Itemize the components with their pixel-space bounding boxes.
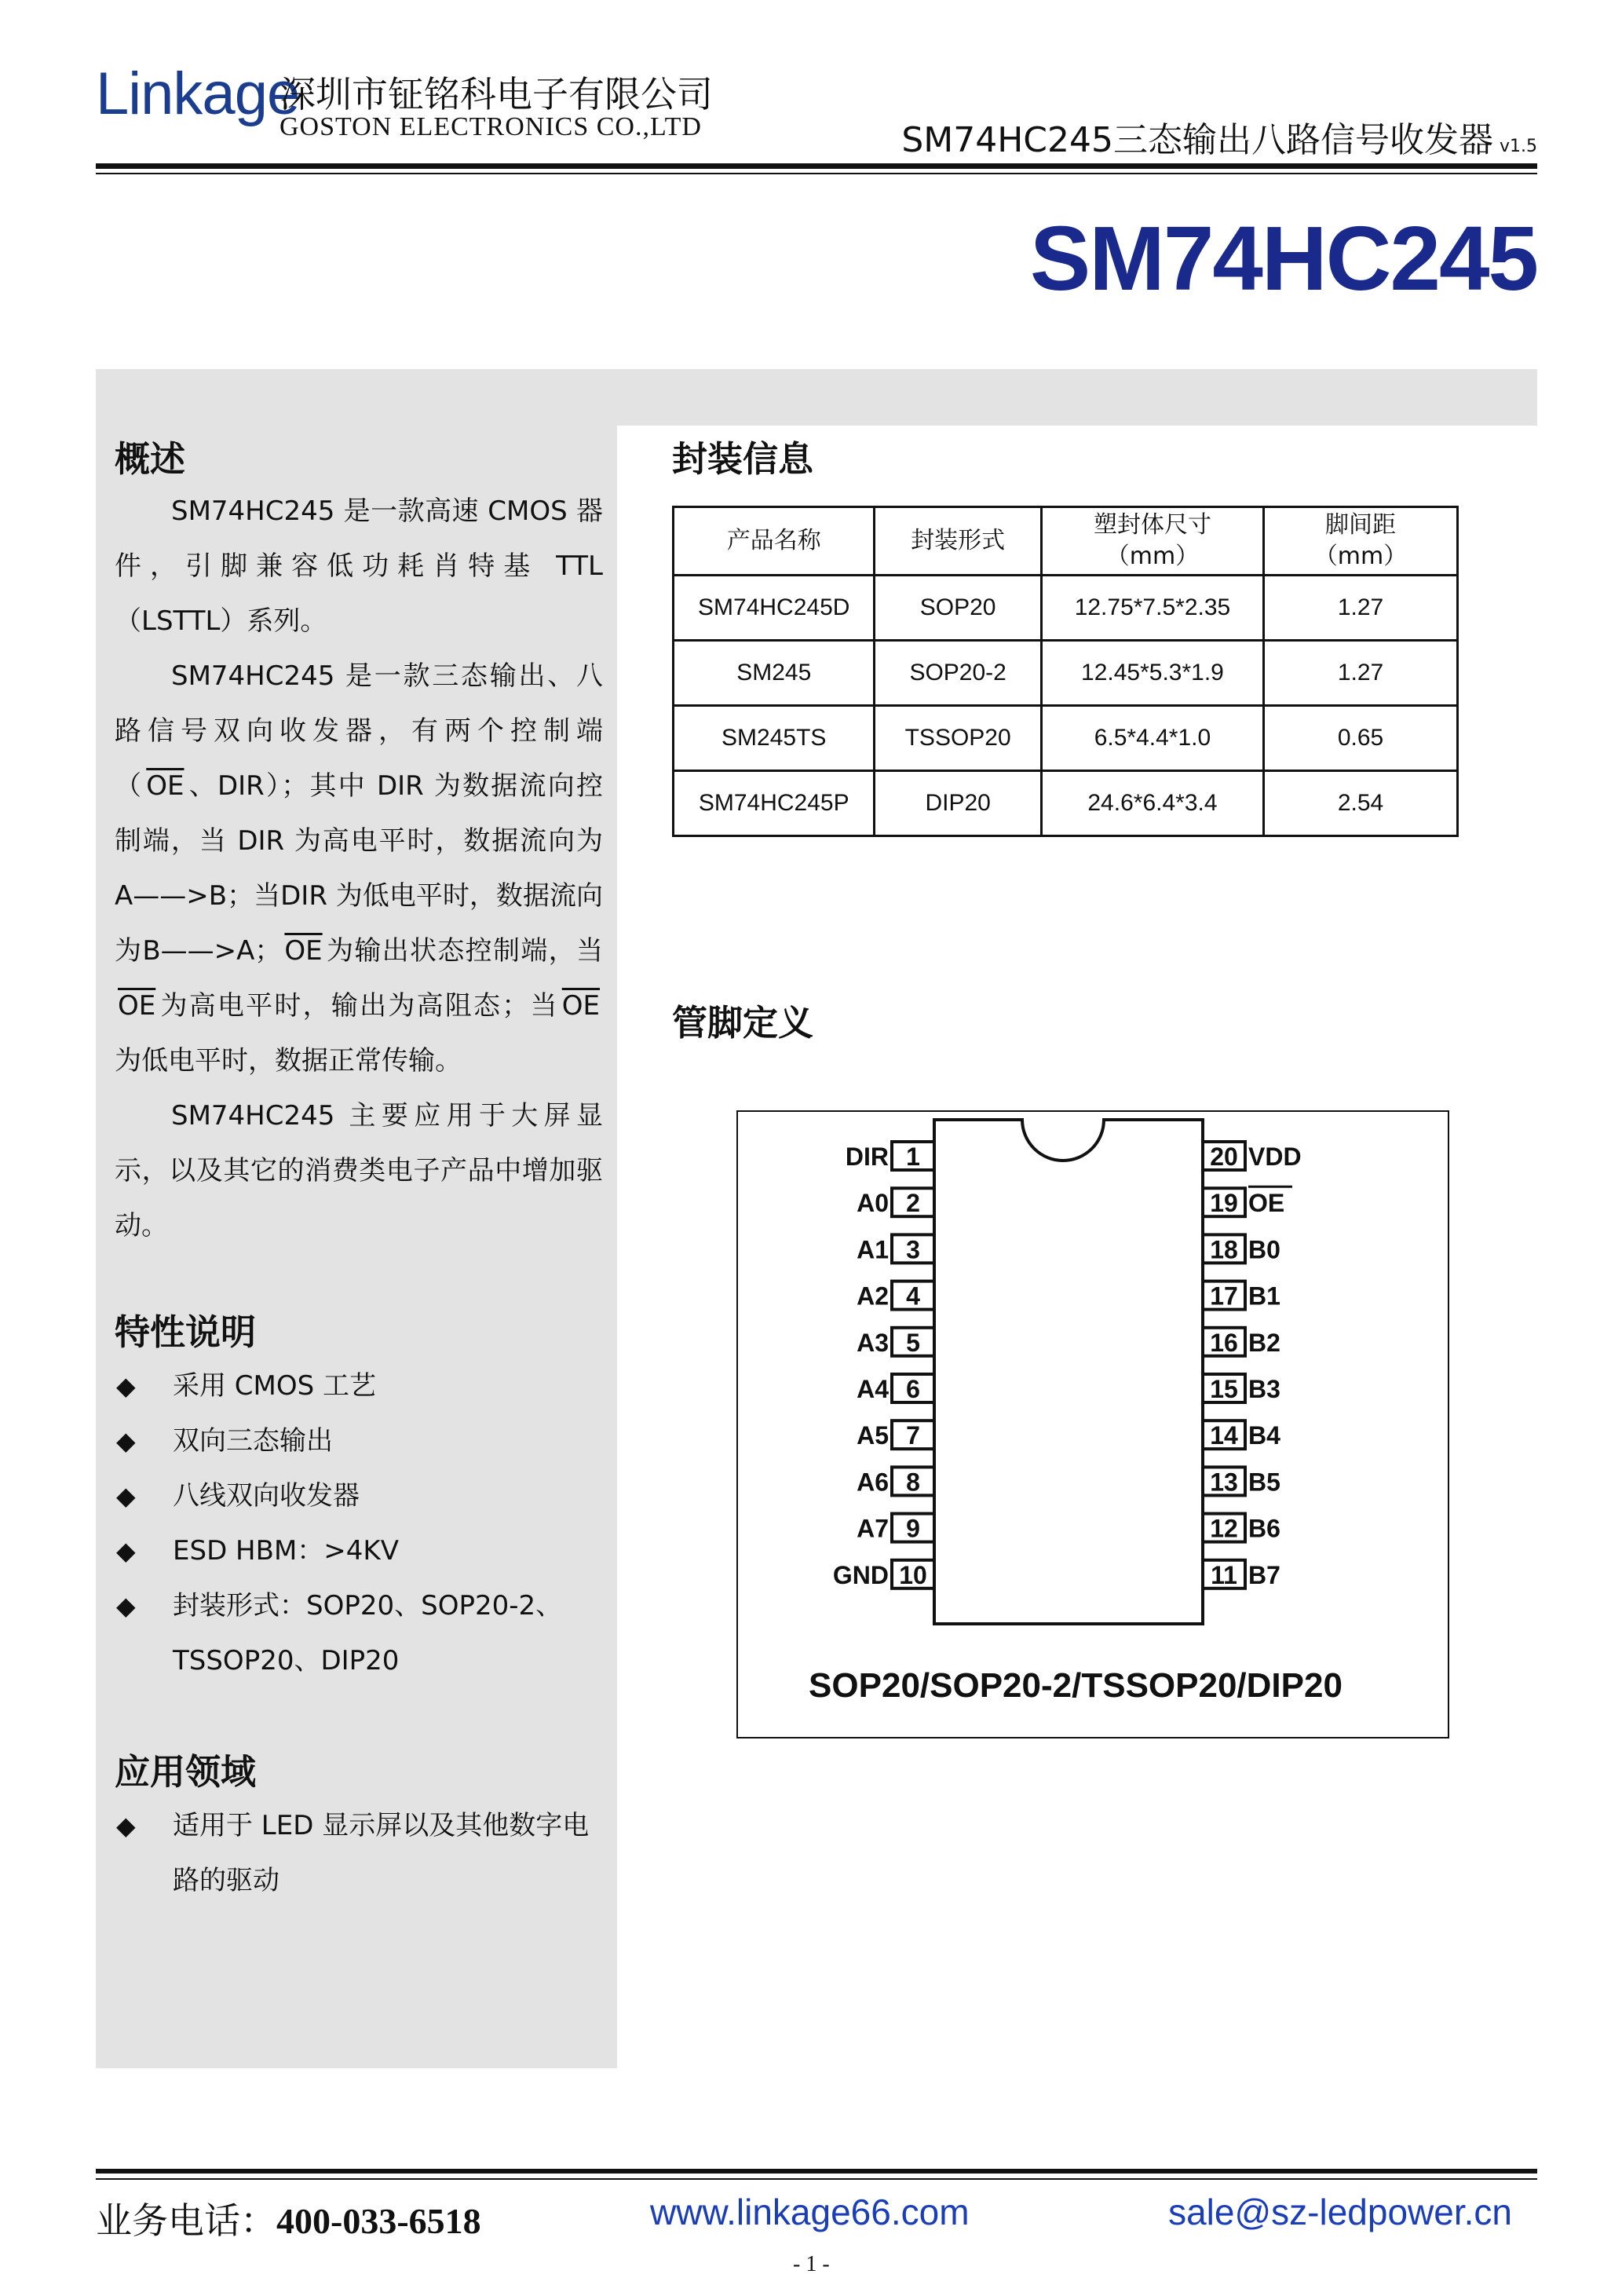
footer-rule-thin [96, 2178, 1537, 2180]
header-text: 封装形式 [911, 527, 1006, 554]
overview-paragraph-2 [115, 649, 603, 1088]
diamond-bullet-icon: ◆ [116, 1811, 136, 1841]
table-row [674, 576, 1458, 641]
body-size-cell: 24.6*6.4*3.4 [1041, 771, 1263, 836]
document-title [901, 112, 1537, 162]
body-size-cell: 6.5*4.4*1.0 [1041, 706, 1263, 771]
product-name-cell: SM245 [674, 641, 875, 706]
overview-body [115, 484, 603, 1253]
list-item [115, 1523, 603, 1578]
pin-number: 19 [1210, 1189, 1238, 1218]
pin-name: OE [1248, 1189, 1285, 1218]
table-row [674, 706, 1458, 771]
pin-name: VDD [1248, 1143, 1302, 1171]
pin-number: 5 [906, 1328, 920, 1357]
list-item [115, 1468, 603, 1523]
feature-text: 八线双向收发器 [173, 1480, 360, 1512]
pin-number: 1 [906, 1143, 920, 1171]
pin-number: 18 [1210, 1235, 1238, 1264]
features-title: 特性说明 [115, 1311, 257, 1353]
diamond-bullet-icon: ◆ [116, 1536, 136, 1566]
pin-name: A1 [857, 1235, 889, 1264]
pin-number: 6 [906, 1375, 920, 1403]
product-name-cell: SM74HC245D [674, 576, 875, 641]
pin-name: A0 [857, 1189, 889, 1218]
diamond-bullet-icon: ◆ [116, 1426, 136, 1456]
page-number: - 1 - [793, 2252, 830, 2276]
product-name-cell: SM74HC245P [674, 771, 875, 836]
company-logo: Linkage [96, 60, 300, 127]
overview-p2-b: 、DIR）；其中 DIR 为数据流向控制端，当 DIR 为高电平时，数据流向为 A——>B；当DIR 为低电平时，数据流向为B——>A； [115, 770, 604, 967]
feature-text: 采用 CMOS 工艺 [173, 1370, 377, 1402]
pin-name: A6 [857, 1468, 889, 1497]
version-label: v1.5 [1499, 137, 1537, 156]
header-unit: （mm） [1313, 543, 1408, 570]
oe-signal: $\overline{OE}$ [118, 990, 156, 1022]
header-text: 产品名称 [726, 527, 821, 554]
list-item [115, 1413, 603, 1468]
pin-name: B6 [1248, 1514, 1280, 1543]
header-unit: （mm） [1105, 543, 1200, 570]
overview-p2-c: 为输出状态控制端，当 [325, 935, 603, 967]
pin-name: B7 [1248, 1560, 1280, 1589]
overview-title: 概述 [115, 438, 186, 480]
company-name-en: GOSTON ELECTRONICS CO.,LTD [279, 112, 702, 141]
pin-number: 15 [1210, 1375, 1238, 1403]
pin-name: GND [832, 1560, 889, 1589]
overview-paragraph-3: SM74HC245 主要应用于大屏显示，以及其它的消费类电子产品中增加驱动。 [115, 1100, 603, 1241]
pin-number: 10 [899, 1560, 927, 1589]
overview-paragraph-1: SM74HC245 是一款高速 CMOS 器件，引脚兼容低功耗肖特基 TTL（LSTTL）系列。 [115, 495, 603, 637]
pin-number: 9 [906, 1514, 920, 1543]
document-title-text: SM74HC245三态输出八路信号收发器 [901, 120, 1493, 160]
pin-number: 13 [1210, 1468, 1238, 1497]
pin-name: A4 [857, 1375, 889, 1403]
feature-text: 封装形式：SOP20、SOP20-2、TSSOP20、DIP20 [173, 1590, 563, 1676]
pin-name: B0 [1248, 1235, 1280, 1264]
list-item [115, 1798, 603, 1908]
package-caption: SOP20/SOP20-2/TSSOP20/DIP20 [809, 1666, 1343, 1705]
oe-signal: $\overline{OE}$ [561, 990, 600, 1022]
pin-number: 20 [1210, 1143, 1238, 1171]
product-name-cell: SM245TS [674, 706, 875, 771]
phone-label: 业务电话： [96, 2199, 276, 2242]
pin-number: 12 [1210, 1514, 1238, 1543]
package-type-cell: SOP20 [875, 576, 1041, 641]
footer-rule [96, 2169, 1537, 2174]
feature-text: 双向三态输出 [173, 1425, 333, 1457]
pin-name: A7 [857, 1514, 889, 1543]
table-row [674, 771, 1458, 836]
phone-line [96, 2192, 481, 2244]
column-header [1264, 507, 1458, 576]
overview-p2-d: 为高电平时，输出为高阻态；当 [159, 990, 559, 1022]
gray-band [96, 369, 1537, 426]
diamond-bullet-icon: ◆ [116, 1371, 136, 1401]
table-row [674, 641, 1458, 706]
pin-diagram [738, 1112, 1448, 1737]
package-type-cell: TSSOP20 [875, 706, 1041, 771]
pin-definition-title: 管脚定义 [672, 1002, 814, 1044]
email-link[interactable]: sale@sz-ledpower.cn [1168, 2192, 1512, 2232]
phone-number: 400-033-6518 [276, 2201, 481, 2241]
package-type-cell: SOP20-2 [875, 641, 1041, 706]
feature-text: ESD HBM：>4KV [173, 1535, 399, 1567]
pin-pitch-cell: 2.54 [1264, 771, 1458, 836]
features-list [115, 1358, 603, 1688]
pin-number: 3 [906, 1235, 920, 1264]
column-header [674, 507, 875, 576]
chip-body [934, 1120, 1203, 1624]
package-info-title: 封装信息 [672, 438, 814, 480]
pin-name: B2 [1248, 1328, 1280, 1357]
package-type-cell: DIP20 [875, 771, 1041, 836]
pin-name: B5 [1248, 1468, 1280, 1497]
pin-name: A3 [857, 1328, 889, 1357]
body-size-cell: 12.45*5.3*1.9 [1041, 641, 1263, 706]
table-header-row [674, 507, 1458, 576]
pin-pitch-cell: 1.27 [1264, 576, 1458, 641]
pin-number: 17 [1210, 1281, 1238, 1311]
part-number: SM74HC245 [1029, 207, 1537, 309]
list-item [115, 1578, 603, 1688]
pin-name: A5 [857, 1421, 889, 1450]
column-header [1041, 507, 1263, 576]
header-rule [96, 163, 1537, 169]
pin-number: 14 [1210, 1421, 1238, 1450]
overview-p2-a: SM74HC245 是一款三态输出、八路信号双向收发器，有两个控制端（ [115, 660, 603, 802]
pin-pitch-cell: 1.27 [1264, 641, 1458, 706]
header-text: 塑封体尺寸 [1093, 511, 1211, 539]
header-text: 脚间距 [1325, 511, 1397, 539]
pin-name: B1 [1248, 1281, 1280, 1311]
website-link[interactable]: www.linkage66.com [650, 2192, 970, 2232]
diamond-bullet-icon: ◆ [116, 1481, 136, 1511]
application-text: 适用于 LED 显示屏以及其他数字电路的驱动 [173, 1810, 590, 1896]
pin-name: DIR [845, 1143, 889, 1171]
package-table [672, 506, 1459, 837]
oe-signal: $\overline{OE}$ [146, 770, 184, 802]
list-item [115, 1358, 603, 1413]
column-header [875, 507, 1041, 576]
pin-number: 4 [906, 1281, 920, 1311]
pin-number: 11 [1211, 1560, 1237, 1589]
applications-title: 应用领域 [115, 1751, 257, 1793]
company-name-cn: 深圳市钲铭科电子有限公司 [279, 73, 713, 115]
header-rule-thin [96, 173, 1537, 174]
pin-number: 16 [1210, 1328, 1238, 1357]
diamond-bullet-icon: ◆ [116, 1591, 136, 1621]
pin-name: A2 [857, 1281, 889, 1311]
applications-list [115, 1798, 603, 1908]
oe-signal: $\overline{OE}$ [284, 935, 323, 967]
pin-name: B4 [1248, 1421, 1280, 1450]
body-size-cell: 12.75*7.5*2.35 [1041, 576, 1263, 641]
pin-pitch-cell: 0.65 [1264, 706, 1458, 771]
pin-diagram-frame [736, 1110, 1449, 1738]
pin-number: 8 [906, 1468, 920, 1497]
pin-name: B3 [1248, 1375, 1280, 1403]
pin-number: 2 [906, 1189, 920, 1218]
pin-number: 7 [906, 1421, 920, 1450]
overview-p2-e: 为低电平时，数据正常传输。 [115, 1045, 462, 1077]
